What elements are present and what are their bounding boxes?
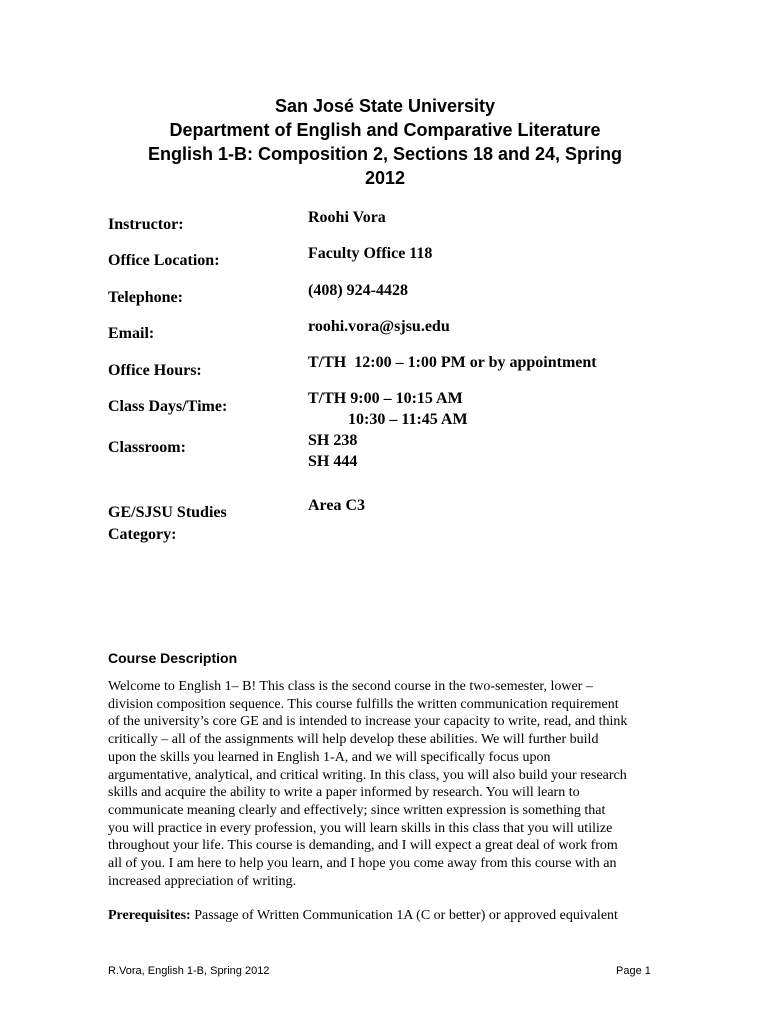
classroom-label: Classroom:: [108, 439, 186, 456]
course-description-heading: Course Description: [108, 650, 238, 666]
description-line: Welcome to English 1– B! This class is the second course in the two-semester, lower –: [108, 679, 593, 694]
description-line: argumentative, analytical, and critical writing. In this class, you will also build your research: [108, 767, 627, 783]
description-line: critically – all of the assignments will help develop these abilities. We will further build: [108, 732, 599, 748]
description-line: communicate meaning clearly and effectively; since written expression is something that: [108, 802, 606, 818]
university-name: San José State University: [274, 96, 496, 116]
page-number: Page 1: [616, 965, 651, 977]
ge-category-label-line2: Category:: [108, 526, 177, 543]
document-title: [0, 94, 770, 190]
course-title: English 1-B: Composition 2, Sections 18 and 24, Spring: [147, 144, 623, 164]
description-line: upon the skills you learned in English 1-A, and we will specifically focus upon: [108, 749, 551, 765]
instructor-value: Roohi Vora: [308, 209, 386, 226]
description-line: all of you. I am here to help you learn, and I hope you come away from this course with an: [108, 856, 617, 872]
department-name: Department of English and Comparative Literature: [169, 120, 601, 140]
class-days-label: Class Days/Time:: [108, 398, 228, 415]
ge-category-label: [108, 502, 227, 546]
ge-category-value: Area C3: [308, 497, 366, 514]
telephone-label: Telephone:: [108, 289, 183, 306]
description-line: of the university’s core GE and is intended to increase your capacity to write, read, and think: [108, 714, 628, 730]
telephone-value: (408) 924-4428: [308, 282, 408, 299]
footer-left: R.Vora, English 1-B, Spring 2012: [108, 965, 270, 977]
description-line: division composition sequence. This course fulfills the written communication requirement: [108, 696, 619, 712]
course-description-body: [108, 678, 688, 890]
description-line: throughout your life. This course is demanding, and I will expect a great deal of work from: [108, 838, 618, 854]
instructor-label: Instructor:: [108, 216, 184, 233]
prerequisites-text: Passage of Written Communication 1A (C or better) or approved equivalent: [190, 908, 618, 923]
office-location-label: Office Location:: [108, 252, 220, 269]
office-hours-value: T/TH 12:00 – 1:00 PM or by appointment: [308, 354, 597, 371]
prerequisites-label: Prerequisites:: [108, 908, 191, 923]
ge-category-label-line1: GE/SJSU Studies: [108, 504, 227, 521]
description-line: you will practice in every profession, you will learn skills in this class that you will utilize: [108, 820, 613, 836]
course-year: 2012: [364, 168, 406, 188]
prerequisites: [108, 908, 618, 924]
office-location-value: Faculty Office 118: [308, 245, 433, 262]
classroom-value-1: SH 238: [308, 432, 358, 449]
class-time-2: 10:30 – 11:45 AM: [348, 411, 468, 428]
email-label: Email:: [108, 325, 155, 342]
class-time-1: T/TH 9:00 – 10:15 AM: [308, 390, 463, 407]
email-value[interactable]: roohi.vora@sjsu.edu: [308, 318, 450, 335]
description-line: skills and acquire the ability to write a paper informed by research. You will learn to: [108, 785, 580, 801]
classroom-value-2: SH 444: [308, 453, 358, 470]
office-hours-label: Office Hours:: [108, 362, 202, 379]
description-line: increased appreciation of writing.: [108, 873, 297, 889]
